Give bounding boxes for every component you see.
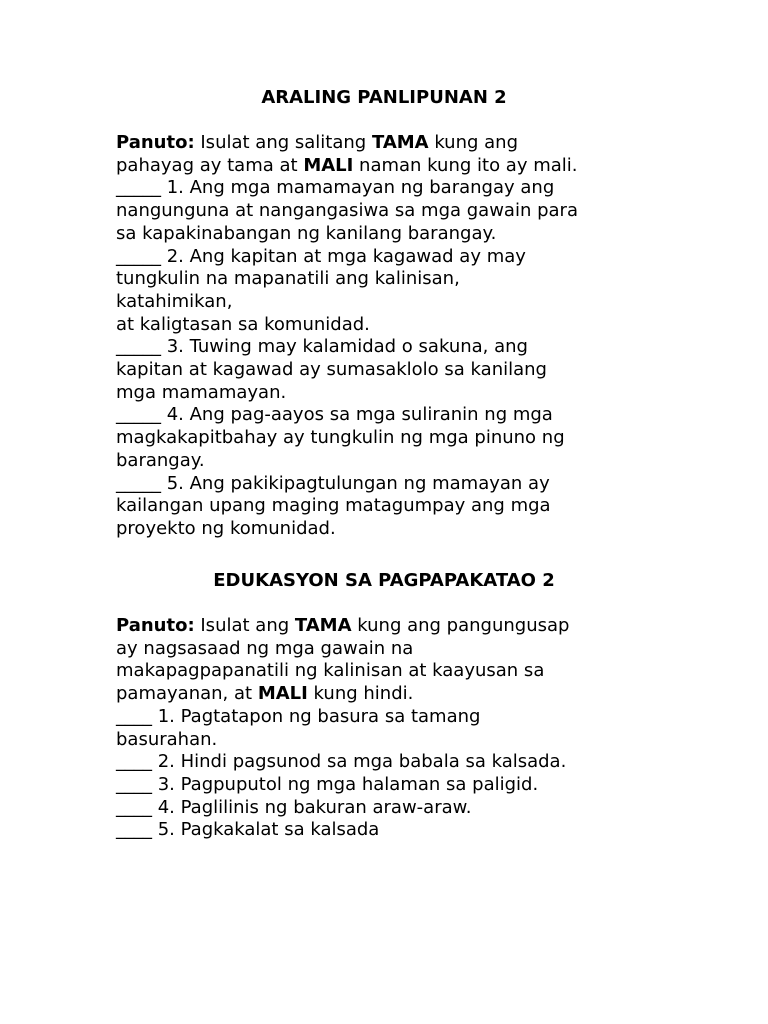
section2-item-line: ____ 1. Pagtatapon ng basura sa tamang — [116, 705, 481, 727]
section1-item-line: tungkulin na mapanatili ang kalinisan, — [116, 268, 460, 290]
section1-item-line: sa kapakinabangan ng kanilang barangay. — [116, 222, 497, 244]
section1-instruction-text: pahayag ay tama at — [116, 154, 304, 176]
section1-instruction-line-2 — [116, 155, 661, 178]
section1-item-line: _____ 3. Tuwing may kalamidad o sakuna, ang — [116, 336, 528, 358]
section1-mali-keyword: MALI — [303, 154, 354, 176]
section1-body — [116, 132, 661, 541]
section1-item-line: proyekto ng komunidad. — [116, 517, 336, 539]
section2-item-line: ____ 3. Pagpuputol ng mga halaman sa paligid. — [116, 773, 539, 795]
section1-instruction-label: Panuto: — [116, 132, 195, 153]
section1-instruction-line-1 — [116, 132, 661, 155]
section2-instruction-line-1 — [116, 615, 661, 638]
section2-item-line: ____ 5. Pagkakalat sa kalsada — [116, 819, 380, 841]
section2-mali-keyword: MALI — [257, 683, 308, 705]
section1-item-line: _____ 4. Ang pag-aayos sa mga suliranin ng mga — [116, 404, 553, 426]
section2-instruction-line-2: ay nagsasaad ng mga gawain na — [116, 637, 414, 659]
section1-instruction-text: kung ang — [428, 132, 519, 153]
section2-instruction-line-4 — [116, 683, 661, 706]
section1-tama-keyword: TAMA — [371, 132, 429, 153]
section1-item-line: at kaligtasan sa komunidad. — [116, 313, 370, 335]
section1-item-line: _____ 1. Ang mga mamamayan ng barangay ang — [116, 177, 555, 199]
section2-item-line: basurahan. — [116, 728, 218, 750]
section1-instruction-text: naman kung ito ay mali. — [353, 154, 578, 176]
section1-item-line: kailangan upang maging matagumpay ang mga — [116, 495, 551, 517]
section1-item-line: kapitan at kagawad ay sumasaklolo sa kanilang — [116, 359, 547, 381]
section1-item-line: _____ 5. Ang pakikipagtulungan ng mamayan ay — [116, 472, 550, 494]
section2-instruction-text: Isulat ang — [194, 615, 295, 636]
section2-instruction-text: kung hindi. — [307, 683, 414, 705]
section1-item-line: _____ 2. Ang kapitan at mga kagawad ay may — [116, 245, 526, 267]
section1-item-line: magkakapitbahay ay tungkulin ng mga pinuno ng — [116, 427, 565, 449]
section1-item-line: barangay. — [116, 449, 205, 471]
section1-title: ARALING PANLIPUNAN 2 — [261, 87, 507, 108]
section1-item-line: nangunguna at nangangasiwa sa mga gawain para — [116, 200, 578, 222]
section1-instruction-text: Isulat ang salitang — [194, 132, 372, 153]
section1-item-line: mga mamamayan. — [116, 381, 287, 403]
section2-instruction-label: Panuto: — [116, 615, 195, 636]
section2-instruction-text: pamayanan, at — [116, 683, 258, 705]
section1-item-line: katahimikan, — [116, 290, 233, 312]
section2-item-line: ____ 4. Paglilinis ng bakuran araw-araw. — [116, 796, 472, 818]
section2-instruction-text: kung ang pangungusap — [351, 615, 570, 636]
section2-instruction-line-3: makapagpapanatili ng kalinisan at kaayusan sa — [116, 660, 545, 682]
section2-item-line: ____ 2. Hindi pagsunod sa mga babala sa kalsada. — [116, 751, 567, 773]
section2-title: EDUKASYON SA PAGPAPAKATAO 2 — [213, 570, 555, 591]
section2-body — [116, 615, 661, 842]
section2-tama-keyword: TAMA — [294, 615, 352, 636]
